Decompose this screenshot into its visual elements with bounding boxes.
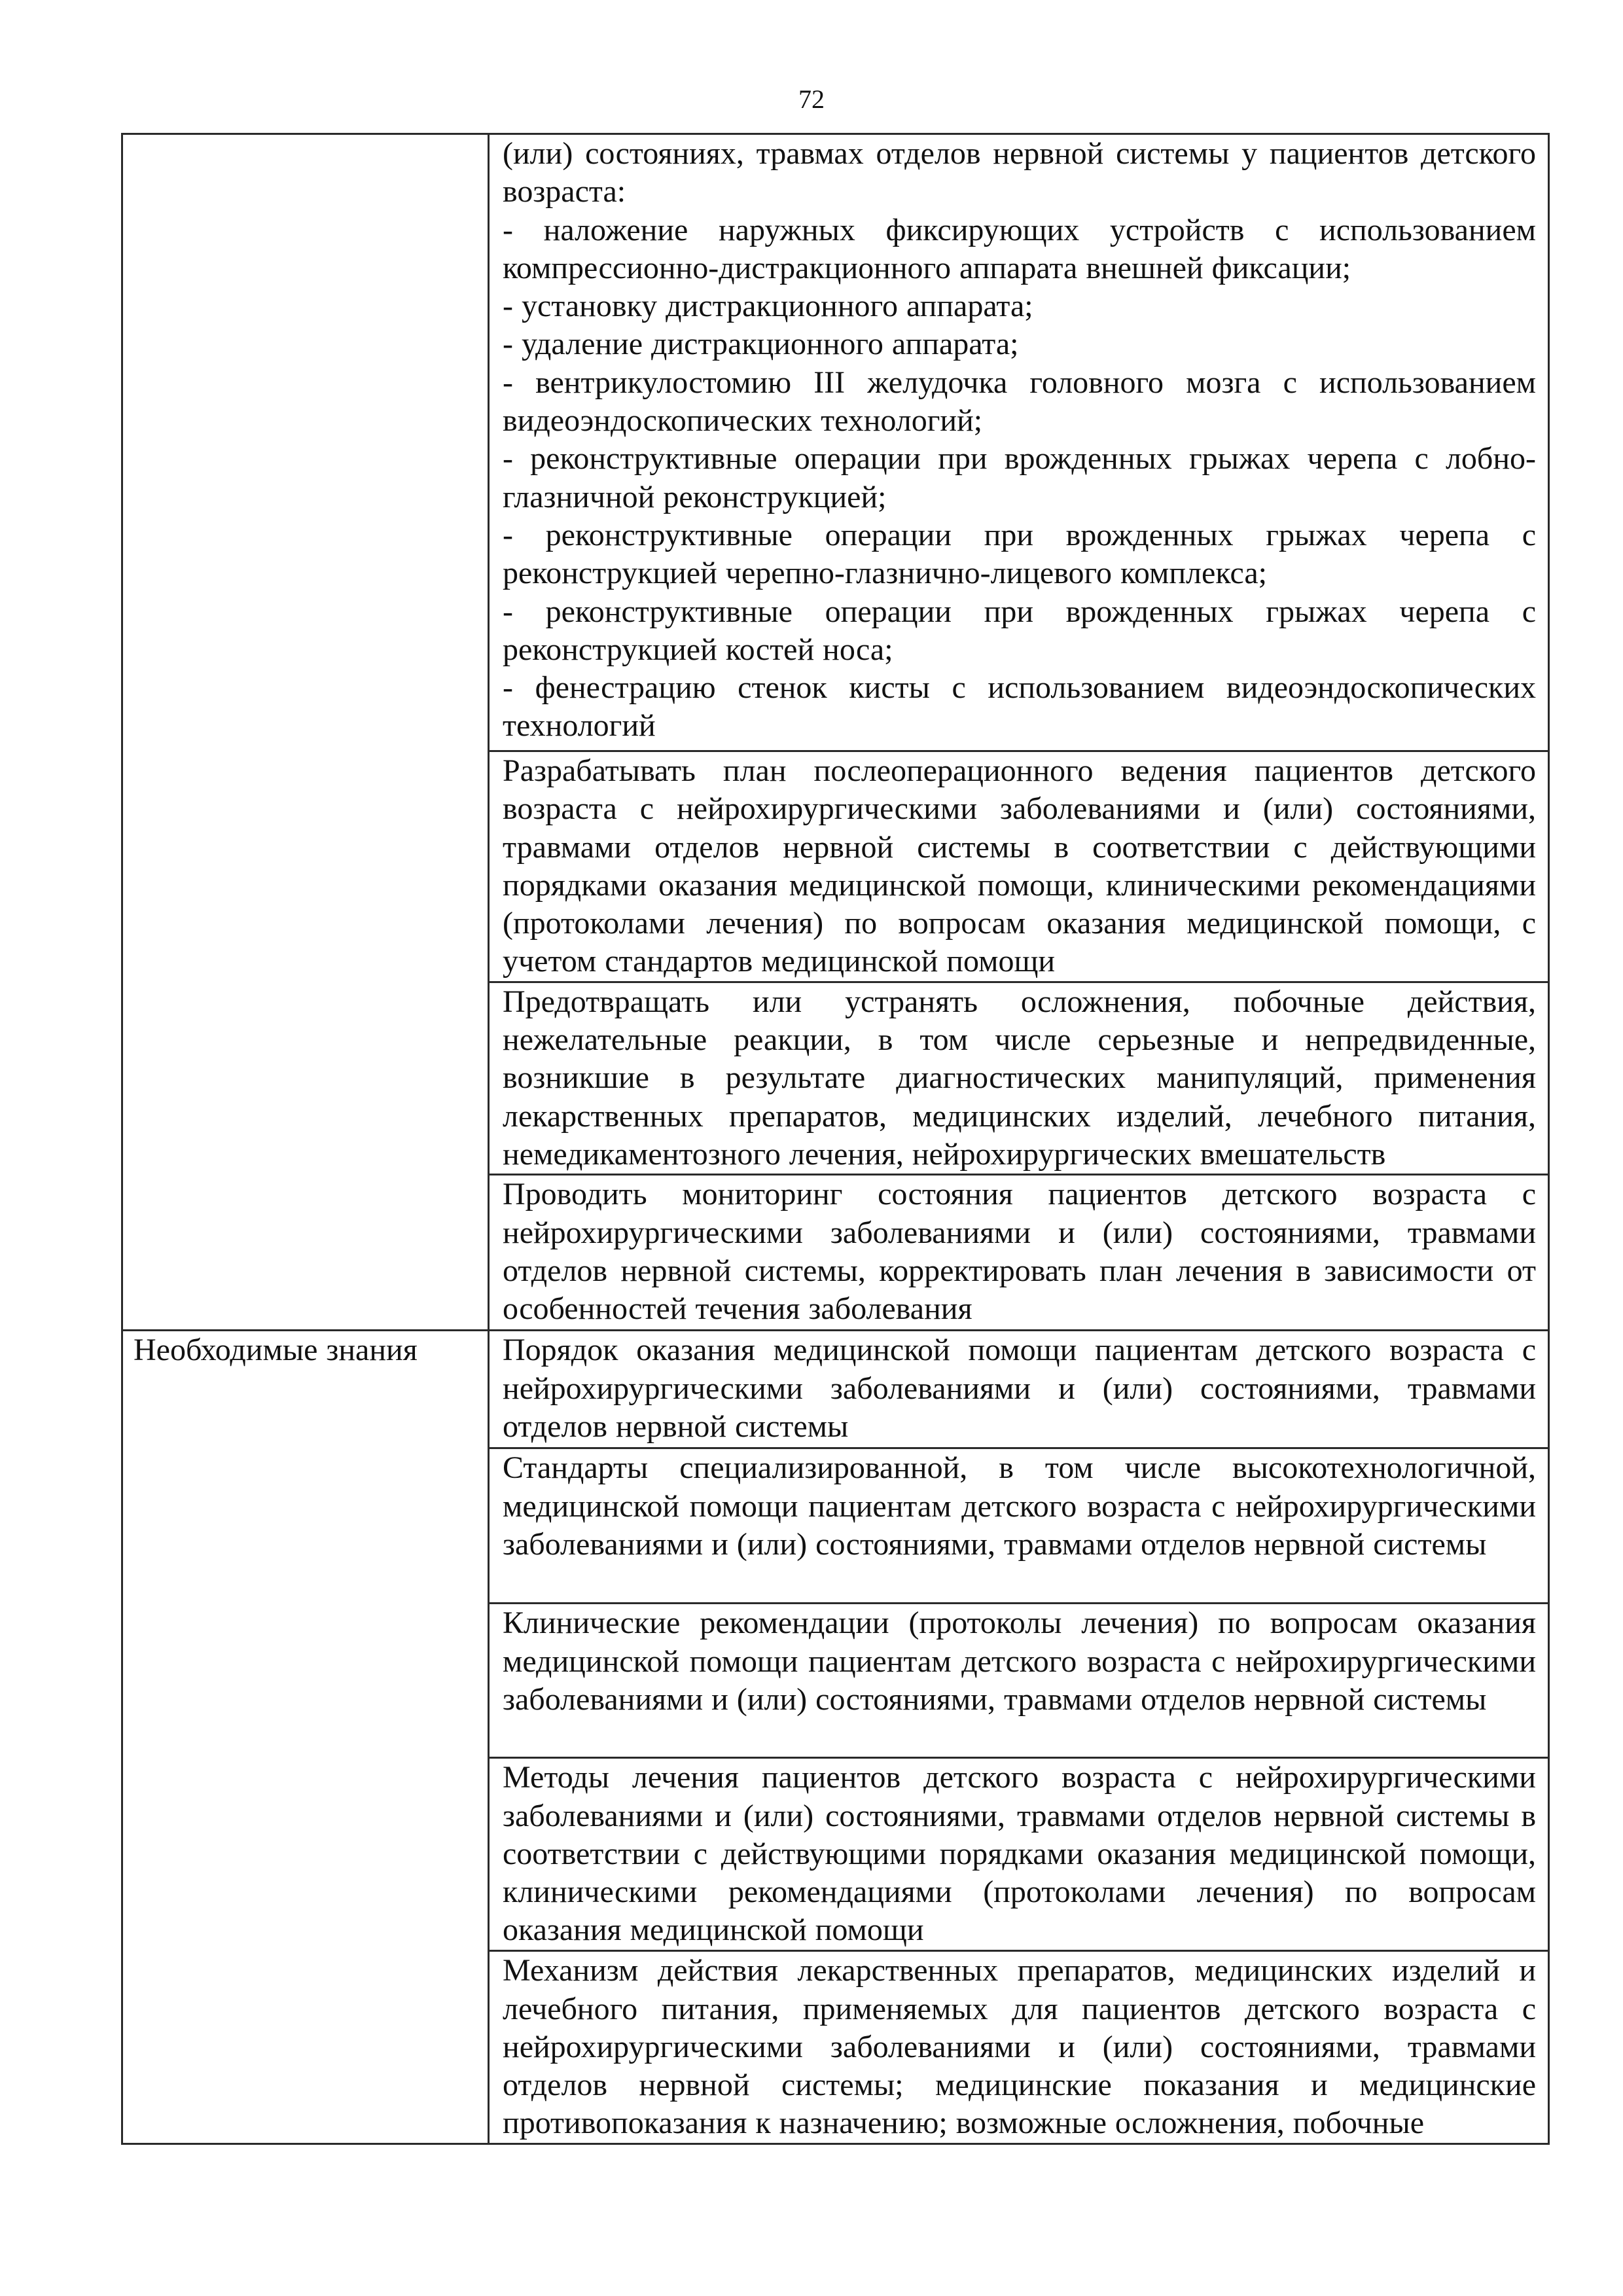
- row-label: Необходимые знания: [134, 1333, 418, 1368]
- label-cell-knowledge: [122, 1331, 489, 2144]
- content-cell: [489, 751, 1549, 982]
- list-item: - установку дистракционного аппарата;: [503, 289, 1033, 324]
- content-cell: [489, 134, 1549, 751]
- content-cell: [489, 982, 1549, 1174]
- paragraph: Стандарты специализированной, в том числе высокотехнологичной, медицинской помощи пациентам детского возраста с нейрохирургическими заболеваниями и (или) состояниями, травмами отделов нервной системы: [503, 1450, 1536, 1562]
- list-item: - реконструктивные операции при врожденных грыжах черепа с лобно-глазничной реконструкцией;: [503, 441, 1536, 514]
- content-cell: [489, 1758, 1549, 1951]
- content-cell: [489, 1604, 1549, 1758]
- paragraph: Методы лечения пациентов детского возраста с нейрохирургическими заболеваниями и (или) состояниями, травмами отделов нервной системы в соответствии с действующими порядками оказания медицинской помощи, клиническими рекомендациями (протоколами лечения) по вопросам оказания медицинской помощи: [503, 1760, 1536, 1948]
- list-item: - удаление дистракционного аппарата;: [503, 327, 1019, 362]
- list-item: - наложение наружных фиксирующих устройств с использованием компрессионно-дистракционного аппарата внешней фиксации;: [503, 212, 1536, 285]
- table-row: [122, 1331, 1549, 1448]
- requirements-table: [121, 133, 1550, 2145]
- content-cell: [489, 1175, 1549, 1331]
- paragraph: Порядок оказания медицинской помощи пациентам детского возраста с нейрохирургическими заболеваниями и (или) состояниями, травмами отделов нервной системы: [503, 1333, 1536, 1444]
- table-row: [122, 134, 1549, 751]
- paragraph: Проводить мониторинг состояния пациентов детского возраста с нейрохирургическими заболеваниями и (или) состояниями, травмами отделов нервной системы, корректировать план лечения в зависимости от особенностей течения заболевания: [503, 1177, 1536, 1327]
- content-cell: [489, 1331, 1549, 1448]
- list-item: - реконструктивные операции при врожденных грыжах черепа с реконструкцией костей носа;: [503, 594, 1536, 667]
- list-item: - реконструктивные операции при врожденных грыжах черепа с реконструкцией черепно-глазнично-лицевого комплекса;: [503, 517, 1536, 591]
- paragraph: Разрабатывать план послеоперационного ведения пациентов детского возраста с нейрохирургическими заболеваниями и (или) состояниями, травмами отделов нервной системы в соответствии с действующими порядками оказания медицинской помощи, клиническими рекомендациями (протоколами лечения) по вопросам оказания медицинской помощи, с учетом стандартов медицинской помощи: [503, 753, 1536, 979]
- content-cell: [489, 1448, 1549, 1604]
- list-item: - фенестрацию стенок кисты с использованием видеоэндоскопических технологий: [503, 670, 1536, 744]
- page-number: 72: [798, 84, 825, 114]
- paragraph: Предотвращать или устранять осложнения, побочные действия, нежелательные реакции, в том числе серьезные и непредвиденные, возникшие в результате диагностических манипуляций, применения лекарственных препаратов, медицинских изделий, лечебного питания, немедикаментозного лечения, нейрохирургических вмешательств: [503, 984, 1536, 1172]
- content-cell: [489, 1951, 1549, 2144]
- paragraph: Клинические рекомендации (протоколы лечения) по вопросам оказания медицинской помощи пациентам детского возраста с нейрохирургическими заболеваниями и (или) состояниями, травмами отделов нервной системы: [503, 1605, 1536, 1717]
- paragraph: Механизм действия лекарственных препаратов, медицинских изделий и лечебного питания, применяемых для пациентов детского возраста с нейрохирургическими заболеваниями и (или) состояниями, травмами отделов нервной системы; медицинские показания и медицинские противопоказания к назначению; возможные осложнения, побочные: [503, 1953, 1536, 2141]
- list-item: (или) состояниях, травмах отделов нервной системы у пациентов детского возраста:: [503, 136, 1536, 209]
- label-cell-empty: [122, 134, 489, 1331]
- list-item: - вентрикулостомию III желудочка головного мозга с использованием видеоэндоскопических технологий;: [503, 365, 1536, 439]
- list-block: [490, 135, 1548, 745]
